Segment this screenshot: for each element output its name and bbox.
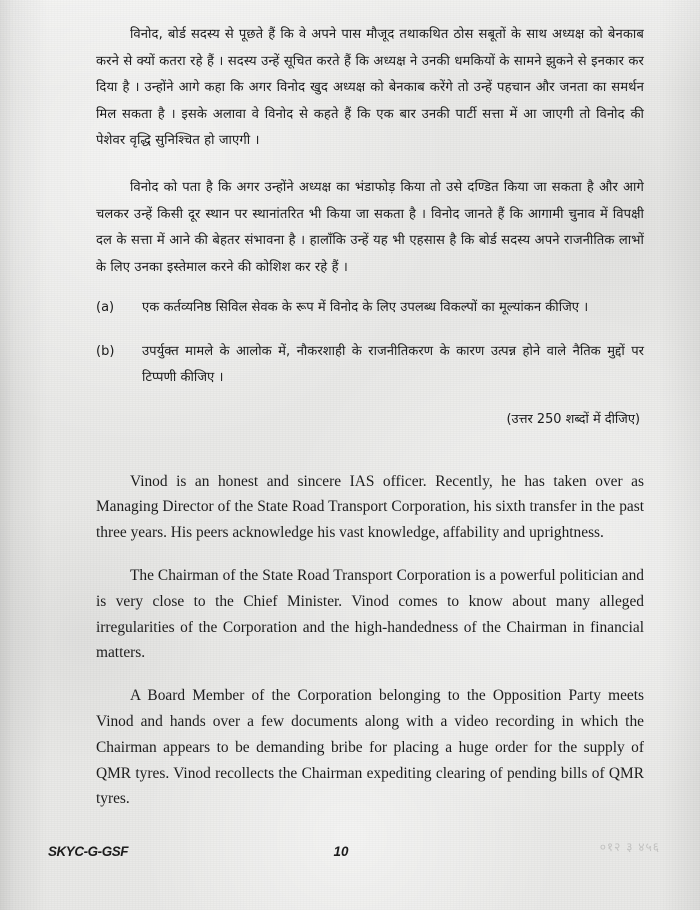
hindi-passage [96,22,644,281]
hindi-sub-question-b-text: उपर्युक्त मामले के आलोक में, नौकरशाही के राजनीतिकरण के कारण उत्पन्न होने वाले नैतिक मुद्दों पर टिप्पणी कीजिए । [142,343,644,386]
english-paragraph-3: A Board Member of the Corporation belonging to the Opposition Party meets Vinod and hands over a few documents along with a video recording in which the Chairman appears to be demanding bribe for placing a huge order for the supply of QMR tyres. Vinod recollects the Chairman expediting clearing of pending bills of QMR tyres. [96,687,644,808]
hindi-sub-questions [96,295,644,391]
english-paragraph-2: The Chairman of the State Road Transport Corporation is a powerful politician and is very close to the Chief Minister. Vinod comes to know about many alleged irregularities of the Corporation and the high-handedness of the Chairman in financial matters. [96,566,644,662]
hindi-sub-question-a [96,295,644,321]
hindi-paragraph-2: विनोद को पता है कि अगर उन्होंने अध्यक्ष का भंडाफोड़ किया तो उसे दण्डित किया जा सकता है और आगे चलकर उन्हें किसी दूर स्थान पर स्थानांतरित भी किया जा सकता है । विनोद जानते हैं कि आगामी चुनाव में विपक्षी दल के सत्ता में आने की बेहतर संभावना है । हालाँकि उन्हें यह भी एहसास है कि बोर्ड सदस्य अपने राजनीतिक लाभों के लिए उनका इस्तेमाल करने की कोशिश कर रहे हैं । [96,179,644,275]
faint-watermark-text: ०१२ ३ ४५६ [599,840,660,854]
page-content [96,22,644,812]
hindi-sub-question-a-text: एक कर्तव्यनिष्ठ सिविल सेवक के रूप में विनोद के लिए उपलब्ध विकल्पों का मूल्यांकन कीजिए । [142,300,589,316]
hindi-sub-question-b-label: (b) [96,343,115,359]
hindi-sub-question-b [96,339,644,392]
paper-code: SKYC-G-GSF [48,844,129,859]
page-footer [48,840,666,864]
hindi-paragraph-1: विनोद, बोर्ड सदस्य से पूछते हैं कि वे अपने पास मौजूद तथाकथित ठोस सबूतों के साथ अध्यक्ष को बेनकाब करने से क्यों कतरा रहे हैं । सदस्य उन्हें सूचित करते हैं कि अध्यक्ष ने उनकी धमकियों के सामने झुकने से इनकार कर दिया है । उन्होंने आगे कहा कि अगर विनोद खुद अध्यक्ष को बेनकाब करेंगे तो उन्हें पहचान और जनता का समर्थन मिल सकता है । इसके अलावा वे विनोद से कहते हैं कि एक बार उनकी पार्टी सत्ता में आ जाएगी तो विनोद की पेशेवर वृद्धि सुनिश्चित हो जाएगी । [96,27,644,149]
page-number: 10 [333,844,349,859]
english-passage [96,469,644,813]
hindi-sub-question-a-label: (a) [96,300,115,316]
english-paragraph-1: Vinod is an honest and sincere IAS officer. Recently, he has taken over as Managing Director of the State Road Transport Corporation, his sixth transfer in the past three years. His peers acknowledge his vast knowledge, affability and uprightness. [96,472,644,542]
hindi-word-limit-note: (उत्तर 250 शब्दों में दीजिए) [506,411,640,427]
